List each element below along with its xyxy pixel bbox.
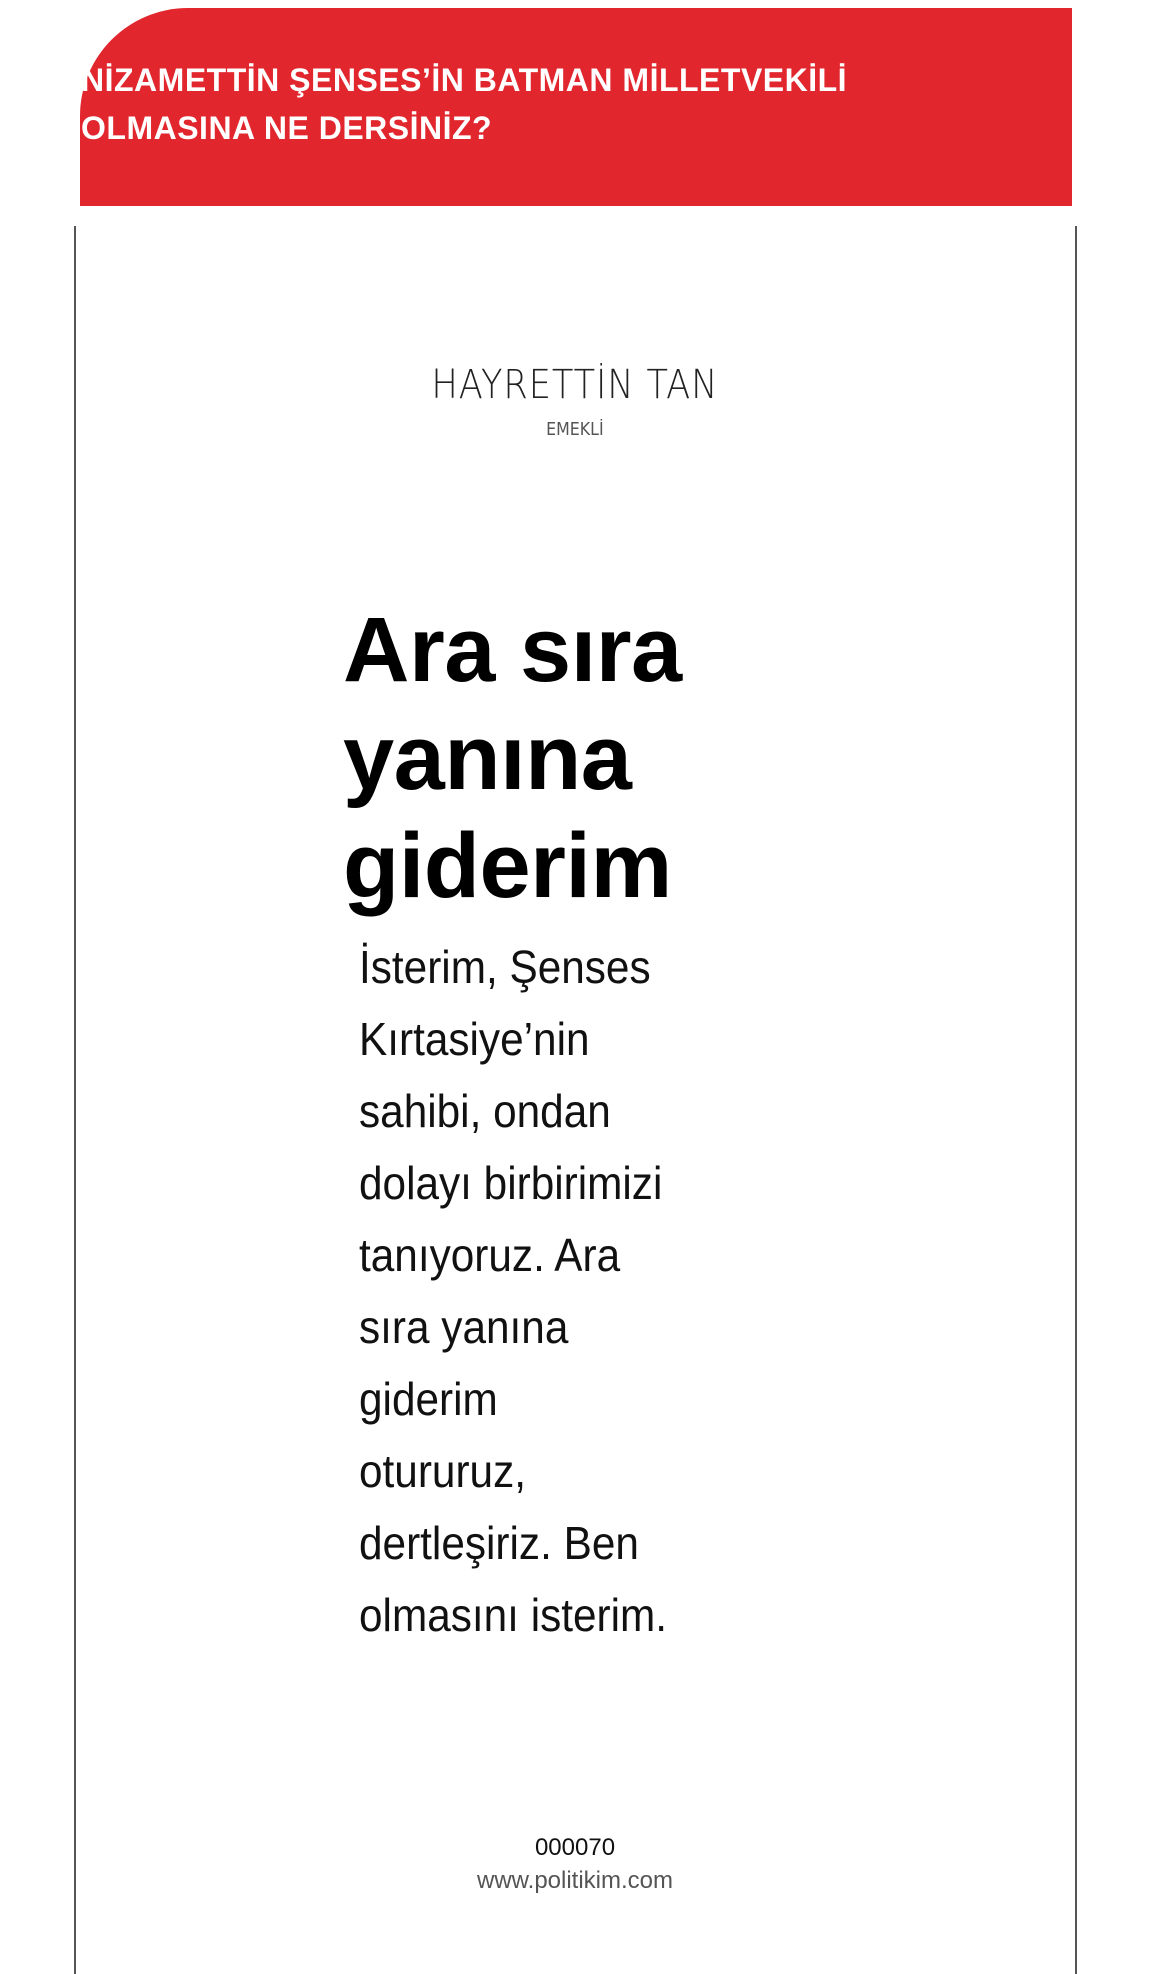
author-role: EMEKLİ [546, 419, 604, 440]
article-body: İsterim, Şenses Kırtasiye’nin sahibi, ondan dolayı birbirimizi tanıyoruz. Ara sıra yanına giderim otururuz, dertleşiriz. Ben olmasını isterim. [359, 941, 668, 1641]
author-name: HAYRETTİN TAN [431, 362, 719, 408]
footer-code: 000070 [534, 1834, 616, 1861]
left-border-line [74, 226, 76, 1974]
right-border-line [1075, 226, 1077, 1974]
article-headline: Ara sıra yanına giderim [343, 599, 682, 917]
banner-title: NİZAMETTİN ŞENSES’İN BATMAN MİLLETVEKİLİ OLMASINA NE DERSİNİZ? [81, 62, 848, 146]
footer-url: www.politikim.com [476, 1867, 674, 1894]
